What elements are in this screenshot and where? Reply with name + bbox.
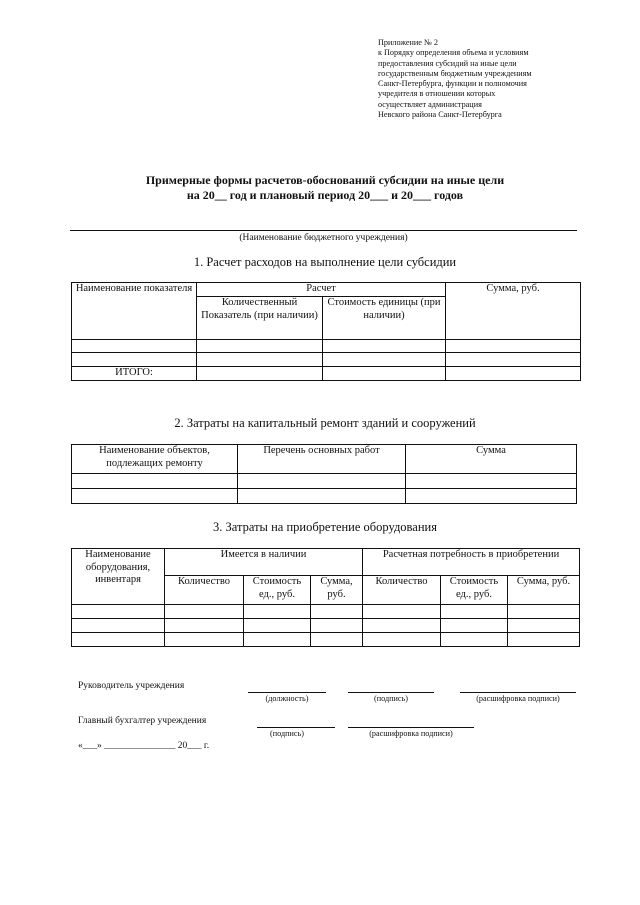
table-row (72, 340, 581, 353)
table-cell[interactable] (508, 633, 580, 647)
appendix-header (378, 38, 608, 120)
title-line-2: на 20__ год и плановый период 20___ и 20___ годов (186, 188, 464, 202)
accountant-decoding-line[interactable] (348, 727, 474, 728)
position-line[interactable] (248, 692, 326, 693)
table-row (72, 619, 580, 633)
expenses-table (71, 282, 581, 381)
decoding-line[interactable] (460, 692, 576, 693)
appendix-line: Невского района Санкт-Петербурга (378, 110, 502, 120)
table-cell[interactable] (72, 474, 238, 489)
header-sum: Сумма (406, 445, 577, 474)
signature-line[interactable] (348, 692, 434, 693)
table-cell[interactable] (363, 619, 441, 633)
header-quantity: Количественный Показатель (при наличии) (197, 297, 323, 340)
appendix-line: осуществляет администрация (378, 99, 482, 109)
section-3-heading: 3. Затраты на приобретение оборудования (213, 520, 437, 534)
table-cell[interactable] (508, 605, 580, 619)
table-cell[interactable] (406, 474, 577, 489)
table-cell[interactable] (165, 605, 244, 619)
table-cell[interactable] (446, 353, 581, 367)
header-sum: Сумма, руб. (311, 576, 363, 605)
header-quantity: Количество (165, 576, 244, 605)
position-caption: (должность) (265, 694, 309, 703)
table-cell[interactable] (323, 340, 446, 353)
signature-caption: (подпись) (374, 694, 408, 703)
institution-name-field[interactable] (70, 230, 577, 231)
table-cell[interactable] (72, 489, 238, 504)
table-cell[interactable] (441, 633, 508, 647)
table-cell[interactable] (72, 605, 165, 619)
table-cell[interactable] (197, 367, 323, 381)
appendix-line: к Порядку определения объема и условиям (378, 48, 529, 58)
section-1-heading: 1. Расчет расходов на выполнение цели субсидии (193, 255, 457, 269)
table-cell[interactable] (323, 367, 446, 381)
table-cell[interactable] (244, 605, 311, 619)
accountant-signature-line[interactable] (257, 727, 335, 728)
table-cell[interactable] (72, 633, 165, 647)
header-calculation: Расчет (197, 283, 446, 297)
table-cell[interactable] (441, 619, 508, 633)
table-row (72, 353, 581, 367)
header-quantity-need: Количество (363, 576, 441, 605)
table-cell[interactable] (446, 340, 581, 353)
section-2-heading: 2. Затраты на капитальный ремонт зданий и сооружений (174, 416, 476, 430)
header-works: Перечень основных работ (238, 445, 406, 474)
header-unit-cost-need: Стоимость ед., руб. (441, 576, 508, 605)
table-cell[interactable] (197, 353, 323, 367)
appendix-line: государственным бюджетным учреждениям (378, 68, 532, 78)
header-indicator-name: Наименование показателя (72, 283, 197, 340)
total-row (72, 367, 581, 381)
table-cell[interactable] (238, 474, 406, 489)
header-unit-cost: Стоимость единицы (при наличии) (323, 297, 446, 340)
table-cell[interactable] (363, 605, 441, 619)
institution-caption: (Наименование бюджетного учреждения) (239, 233, 408, 243)
table-cell[interactable] (238, 489, 406, 504)
table-cell[interactable] (323, 353, 446, 367)
table-cell[interactable] (311, 633, 363, 647)
accountant-signature-label: Главный бухгалтер учреждения (78, 716, 207, 726)
appendix-line: Приложение № 2 (378, 38, 438, 47)
document-title (60, 173, 590, 203)
accountant-decoding-caption: (расшифровка подписи) (369, 729, 453, 738)
decoding-caption: (расшифровка подписи) (476, 694, 560, 703)
equipment-table (71, 548, 580, 647)
table-cell[interactable] (363, 633, 441, 647)
appendix-line: предоставления субсидий на иные цели (378, 58, 517, 68)
table-cell[interactable] (508, 619, 580, 633)
header-unit-cost: Стоимость ед., руб. (244, 576, 311, 605)
table-cell[interactable] (244, 633, 311, 647)
header-need: Расчетная потребность в приобретении (363, 549, 580, 576)
table-row (72, 633, 580, 647)
table-cell[interactable] (311, 619, 363, 633)
header-available: Имеется в наличии (165, 549, 363, 576)
table-cell[interactable] (72, 619, 165, 633)
table-cell[interactable] (446, 367, 581, 381)
table-row (72, 605, 580, 619)
table-cell[interactable] (72, 340, 197, 353)
accountant-signature-caption: (подпись) (270, 729, 304, 738)
table-row (72, 489, 577, 504)
header-objects: Наименование объектов, подлежащих ремонту (72, 445, 238, 474)
table-cell[interactable] (165, 619, 244, 633)
table-cell[interactable] (311, 605, 363, 619)
table-cell[interactable] (244, 619, 311, 633)
table-cell[interactable] (441, 605, 508, 619)
header-equipment-name: Наименование оборудования, инвентаря (72, 549, 165, 605)
header-sum-need: Сумма, руб. (508, 576, 580, 605)
appendix-line: учредителя в отношении которых (378, 89, 496, 99)
title-line-1: Примерные формы расчетов-обоснований субсидии на иные цели (145, 173, 505, 187)
table-row (72, 474, 577, 489)
date-line[interactable]: «___» _______________ 20___ г. (78, 741, 210, 751)
total-label: ИТОГО: (72, 367, 197, 381)
table-cell[interactable] (406, 489, 577, 504)
header-sum: Сумма, руб. (446, 283, 581, 340)
table-cell[interactable] (197, 340, 323, 353)
table-cell[interactable] (72, 353, 197, 367)
repair-table (71, 444, 577, 504)
table-cell[interactable] (165, 633, 244, 647)
appendix-line: Санкт-Петербурга, функции и полномочия (378, 79, 527, 89)
head-signature-label: Руководитель учреждения (78, 681, 185, 691)
